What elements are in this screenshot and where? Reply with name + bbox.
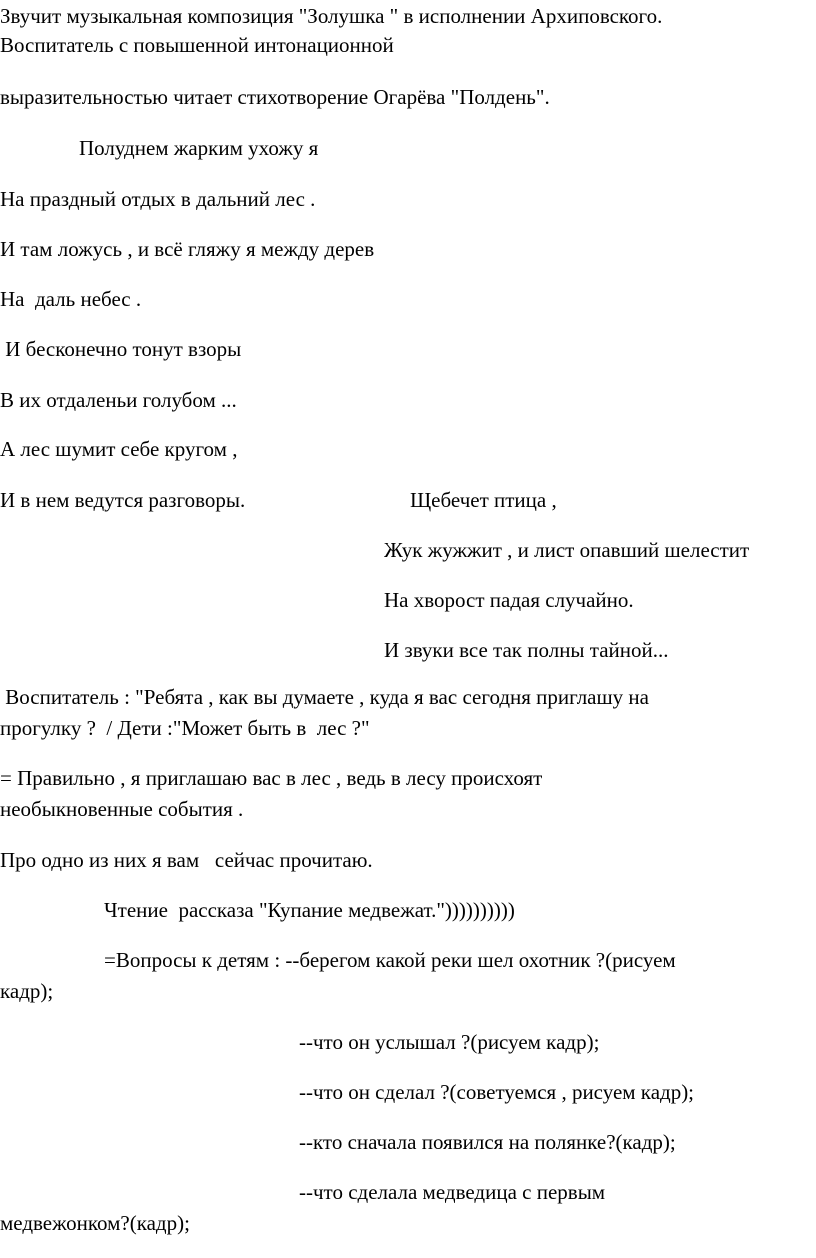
poem-line-1: Полуднем жарким ухожу я [79,136,319,160]
questions-line-1: =Вопросы к детям : --берегом какой реки шел охотник ?(рисуем [104,948,676,972]
question-2: --что он сделал ?(советуемся , рисуем кадр); [299,1080,695,1104]
poem-line-3: И там ложусь , и всё гляжу я между дерев [0,237,375,261]
intro-line-2: Воспитатель с повышенной интонационной [0,33,394,57]
poem-line-7: А лес шумит себе кругом , [0,437,238,461]
poem-line-2: На праздный отдых в дальний лес . [0,187,316,211]
question-4-line-1: --что сделала медведица с первым [299,1180,606,1204]
poem-line-9: Щебечет птица , [410,488,557,512]
poem-line-8: И в нем ведутся разговоры. [0,488,246,512]
question-1: --что он услышал ?(рисуем кадр); [299,1030,600,1054]
question-4-line-2: медвежонком?(кадр); [0,1211,190,1235]
reading-line: Чтение рассказа "Купание медвежат.")))))))))) [104,898,515,922]
intro-line-1: Звучит музыкальная композиция "Золушка " в исполнении Архиповского. [0,4,663,28]
poem-line-10: Жук жужжит , и лист опавший шелестит [384,538,750,562]
poem-line-11: На хворост падая случайно. [384,588,634,612]
intro-line-3: выразительностью читает стихотворение Огарёва "Полдень". [0,85,550,109]
dialog-line-4: необыкновенные события . [0,797,244,821]
poem-line-4: На даль небес . [0,287,142,311]
dialog-line-2: прогулку ? / Дети :"Может быть в лес ?" [0,716,370,740]
dialog-line-1: Воспитатель : "Ребята , как вы думаете , куда я вас сегодня приглашу на [0,685,649,709]
poem-line-5: И бесконечно тонут взоры [0,337,242,361]
question-3: --кто сначала появился на полянке?(кадр); [299,1130,676,1154]
poem-line-12: И звуки все так полны тайной... [384,638,669,662]
questions-line-2: кадр); [0,979,54,1003]
dialog-line-5: Про одно из них я вам сейчас прочитаю. [0,848,373,872]
dialog-line-3: = Правильно , я приглашаю вас в лес , ведь в лесу происхоят [0,766,543,790]
poem-line-6: В их отдаленьи голубом ... [0,388,237,412]
